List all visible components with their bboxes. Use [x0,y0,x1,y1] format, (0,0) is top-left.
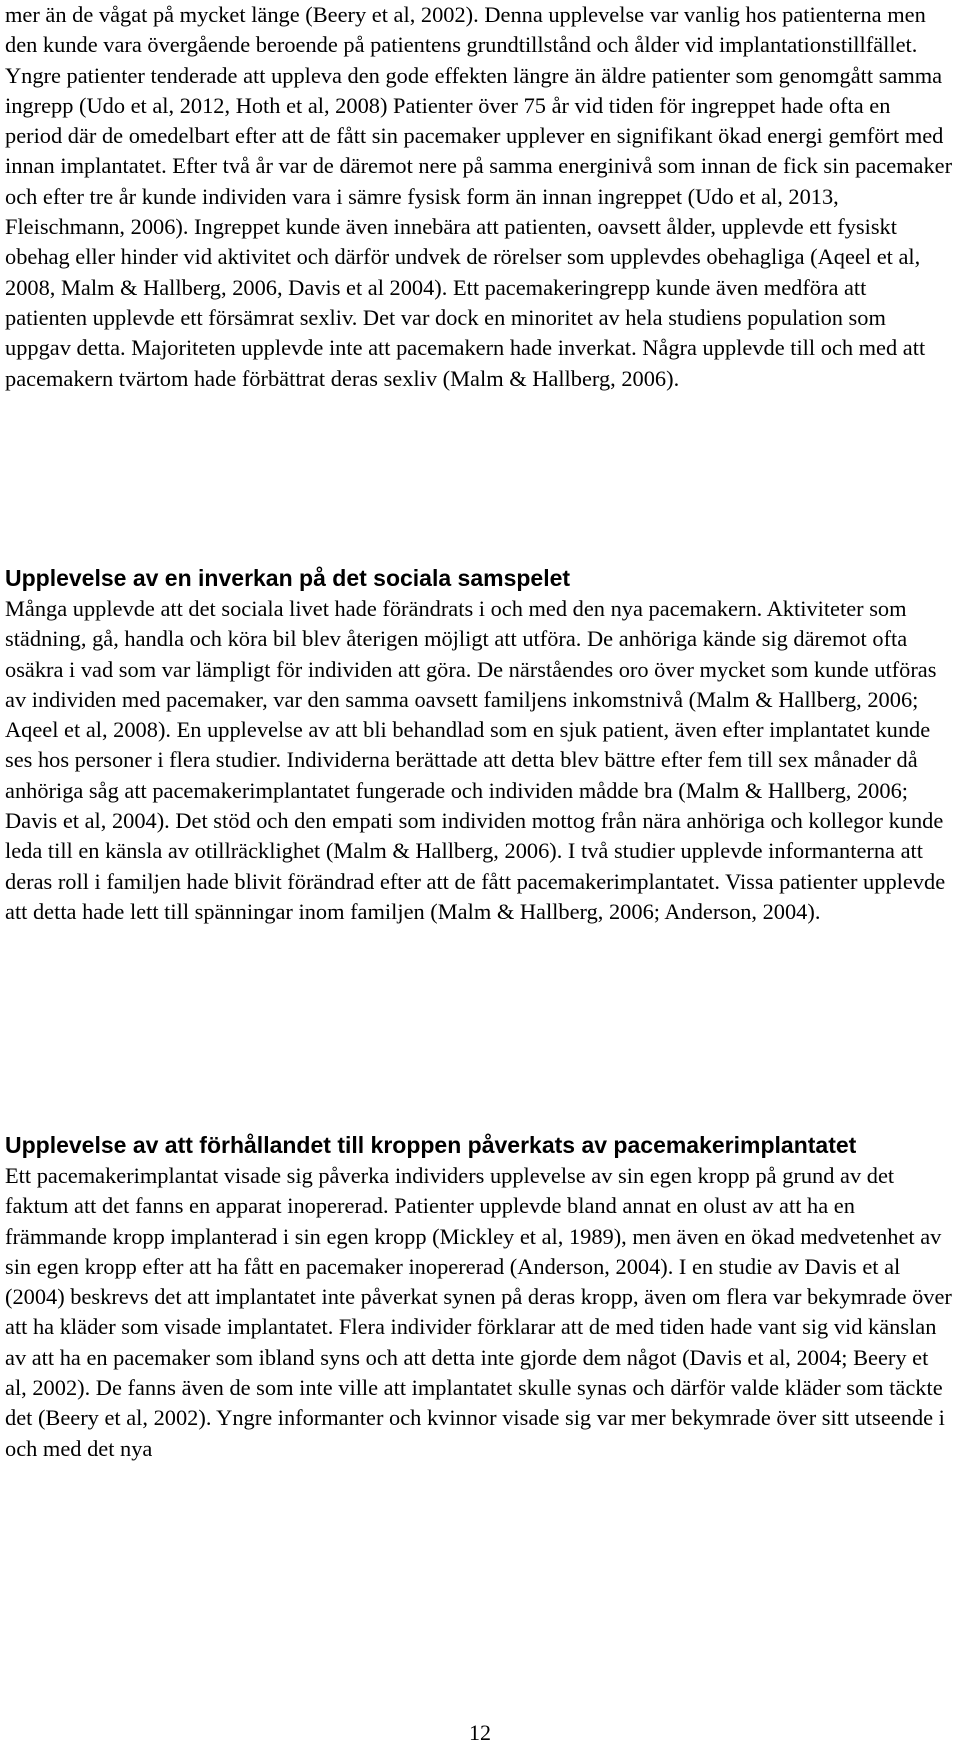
section-heading-body: Upplevelse av att förhållandet till kroppen påverkats av pacemakerimplantatet [5,1132,857,1158]
section-social-interaction [5,563,953,927]
intro-paragraph: mer än de vågat på mycket länge (Beery et al, 2002). Denna upplevelse var vanlig hos patienterna men den kunde vara övergående beroende på patientens grundtillstånd och ålder vid implantationstillfället. Yngre patienter tenderade att uppleva den gode effekten längre än äldre patienter som genomgått samma ingrepp (Udo et al, 2012, Hoth et al, 2008) Patienter över 75 år vid tiden för ingreppet hade ofta en period där de omedelbart efter att de fått sin pacemaker upplever en signifikant ökad energi gemfört med innan implantatet. Efter två år var de däremot nere på samma energinivå som innan de fick sin pacemaker och efter tre år kunde individen vara i sämre fysisk form än innan ingreppet (Udo et al, 2013, Fleischmann, 2006). Ingreppet kunde även innebära att patienten, oavsett ålder, upplevde ett fysiskt obehag eller hinder vid aktivitet och därför undvek de rörelser som upplevdes obehagliga (Aqeel et al, 2008, Malm & Hallberg, 2006, Davis et al 2004). Ett pacemakeringrepp kunde även medföra att patienten upplevde ett försämrat sexliv. Det var dock en minoritet av hela studiens population som uppgav detta. Majoriteten upplevde inte att pacemakern hade inverkat. Några upplevde till och med att pacemakern tvärtom hade förbättrat deras sexliv (Malm & Hallberg, 2006). [5,2,953,391]
section-heading-social: Upplevelse av en inverkan på det sociala samspelet [5,565,571,591]
page-number: 12 [469,1720,491,1745]
section-body-text: Ett pacemakerimplantat visade sig påverka individers upplevelse av sin egen kropp på grund av det faktum att det fanns en apparat inopererad. Patienter upplevde bland annat en olust av att ha en främmande kropp implanterad i sin egen kropp (Mickley et al, 1989), men även en ökad medvetenhet av sin egen kropp efter att ha fått en pacemaker inopererad (Anderson, 2004). I en studie av Davis et al (2004) beskrevs det att implantatet inte påverkat synen på deras kropp, även om flera var bekymrade över att ha kläder som visade implantatet. Flera individer förklarar att de med tiden hade vant sig vid känslan av att ha en pacemaker som ibland syns och att detta inte gjorde dem något (Davis et al, 2004; Beery et al, 2002). De fanns även de som inte ville att implantatet skulle synas och därför valde kläder som täckte det (Beery et al, 2002). Yngre informanter och kvinnor visade sig var mer bekymrade över sitt utseende i och med det nya [5,1163,952,1461]
section-body-social: Många upplevde att det sociala livet hade förändrats i och med den nya pacemakern. Aktiviteter som städning, gå, handla och köra bil blev återigen möjligt att utföra. De anhöriga kände sig däremot ofta osäkra i vad som var lämpligt för individen att göra. De närståendes oro över mycket som kunde utföras av individen med pacemaker, var den samma oavsett familjens inkomstnivå (Malm & Hallberg, 2006; Aqeel et al, 2008). En upplevelse av att bli behandlad som en sjuk patient, även efter implantatet kunde ses hos personer i flera studier. Individerna berättade att detta blev bättre efter fem till sex månader då anhöriga såg att pacemakerimplantatet fungerade och individen mådde bra (Malm & Hallberg, 2006; Davis et al, 2004). Det stöd och den empati som individen mottog från nära anhöriga och kollegor kunde leda till en känsla av otillräcklighet (Malm & Hallberg, 2006). I två studier upplevde informanterna att deras roll i familjen hade blivit förändrad efter att de fått pacemakerimplantatet. Vissa patienter upplevde att detta hade lett till spänningar inom familjen (Malm & Hallberg, 2006; Anderson, 2004). [5,596,946,924]
section-body-relationship [5,1131,953,1464]
